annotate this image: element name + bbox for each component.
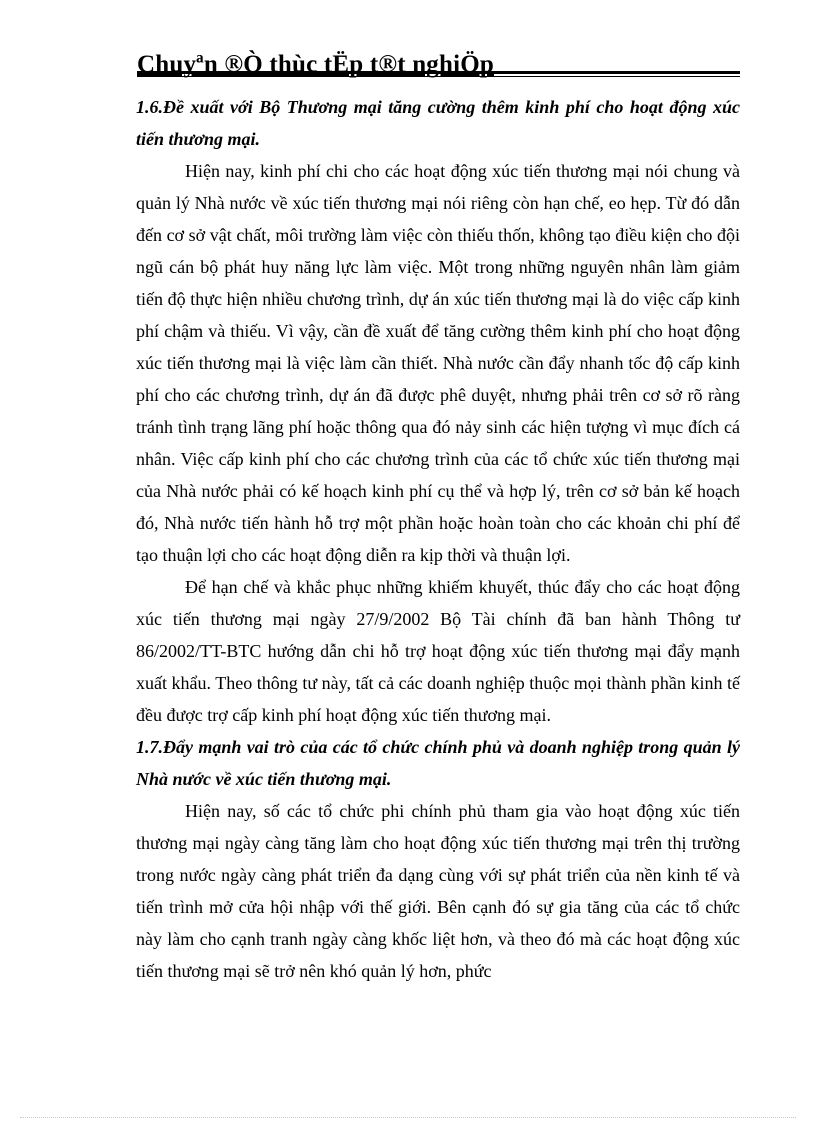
section-heading-1-7: 1.7.Đẩy mạnh vai trò của các tổ chức chính phủ và doanh nghiệp trong quản lý Nhà nước về xúc tiến thương mại.: [136, 737, 740, 789]
page-bottom-border: [20, 1117, 796, 1118]
paragraph: Hiện nay, kinh phí chi cho các hoạt động xúc tiến thương mại nói chung và quản lý Nhà nước về xúc tiến thương mại nói riêng còn hạn chế, eo hẹp. Từ đó dẫn đến cơ sở vật chất, môi trường làm việc còn thiếu thốn, không tạo điều kiện cho đội ngũ cán bộ phát huy năng lực làm việc. Một trong những nguyên nhân làm giảm tiến độ thực hiện nhiều chương trình, dự án xúc tiến thương mại là do việc cấp kinh phí chậm và thiếu. Vì vậy, cần đề xuất để tăng cường thêm kinh phí cho hoạt động xúc tiến thương mại là việc làm cần thiết. Nhà nước cần đẩy nhanh tốc độ cấp kinh phí cho các chương trình, dự án đã được phê duyệt, nhưng phải trên cơ sở rõ ràng tránh tình trạng lãng phí hoặc thông qua đó nảy sinh các hiện tượng vì mục đích cá nhân. Việc cấp kinh phí cho các chương trình của các tổ chức xúc tiến thương mại của Nhà nước phải có kế hoạch kinh phí cụ thể và hợp lý, trên cơ sở bản kế hoạch đó, Nhà nước tiến hành hỗ trợ một phần hoặc hoàn toàn cho các khoản chi phí để tạo thuận lợi cho các hoạt động diễn ra kịp thời và thuận lợi.: [136, 161, 740, 565]
section-heading-1-6: 1.6.Đề xuất với Bộ Thương mại tăng cường thêm kinh phí cho hoạt động xúc tiến thương mại.: [136, 97, 740, 149]
paragraph: Hiện nay, số các tổ chức phi chính phủ tham gia vào hoạt động xúc tiến thương mại ngày càng tăng làm cho hoạt động xúc tiến thương mại trên thị trường trong nước ngày càng phát triển đa dạng cùng với sự phát triển của nền kinh tế và tiến trình mở cửa hội nhập với thế giới. Bên cạnh đó sự gia tăng của các tổ chức này làm cho cạnh tranh ngày càng khốc liệt hơn, và theo đó mà các hoạt động xúc tiến thương mại sẽ trở nên khó quản lý hơn, phức: [136, 801, 740, 981]
document-body: [136, 91, 740, 987]
header-title: Chuyªn ®Ò thùc tËp t®t nghiÖp: [137, 51, 494, 78]
paragraph: Để hạn chế và khắc phục những khiếm khuyết, thúc đẩy cho các hoạt động xúc tiến thương mại ngày 27/9/2002 Bộ Tài chính đã ban hành Thông tư 86/2002/TT-BTC hướng dẫn chi hỗ trợ hoạt động xúc tiến thương mại đẩy mạnh xuất khẩu. Theo thông tư này, tất cả các doanh nghiệp thuộc mọi thành phần kinh tế đều được trợ cấp kinh phí hoạt động xúc tiến thương mại.: [136, 577, 740, 725]
page-header: [137, 48, 740, 84]
